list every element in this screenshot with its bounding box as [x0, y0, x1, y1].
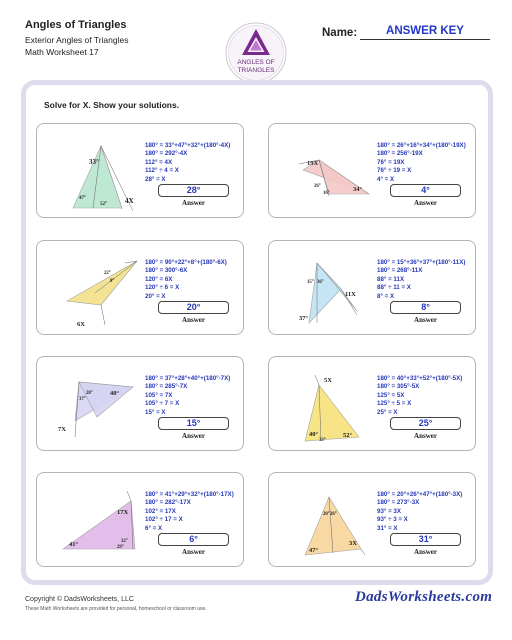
angle-label: 40° [309, 431, 319, 438]
angle-label: 26° [314, 184, 321, 189]
solution-step: 180° = 40°+33°+52°+(180°-5X) [377, 375, 463, 382]
solution-steps [377, 491, 462, 533]
angle-label: 36° [317, 280, 324, 285]
answer-box[interactable]: 20° [158, 301, 229, 314]
answer-box[interactable]: 4° [390, 184, 461, 197]
solution-steps [145, 491, 234, 533]
brand-logo[interactable]: DadsWorksheets.com [355, 589, 493, 605]
exterior-angle-label: 6X [77, 321, 85, 328]
angle-label: 22° [104, 271, 111, 276]
logo-line2: TRIANGLES [237, 67, 275, 74]
solution-step: 180° = 26°+16°+34°+(180°-19X) [377, 142, 466, 149]
solution-steps [145, 375, 230, 417]
worksheet-title: Angles of Triangles [25, 19, 127, 31]
exterior-angle-label: 3X [349, 540, 357, 547]
solution-steps [377, 375, 462, 417]
angle-label: 20° [323, 512, 330, 517]
answer-label: Answer [182, 199, 205, 207]
solution-step: 6° = X [145, 524, 163, 532]
solution-step: 93° = 3X [377, 507, 401, 515]
solution-step: 180° = 90°+22°+8°+(180°-6X) [145, 259, 227, 266]
angle-label: 33° [89, 158, 99, 166]
solution-step: 180° = 33°+47°+32°+(180°-4X) [145, 142, 231, 149]
solution-step: 180° = 292°-4X [145, 150, 188, 158]
solution-step: 180° = 20°+26°+47°+(180°-3X) [377, 491, 463, 498]
problem-card-3 [36, 240, 244, 335]
solution-step: 88° = 11X [377, 275, 405, 283]
answer-box[interactable]: 15° [158, 417, 229, 430]
problem-card-1 [36, 123, 244, 218]
exterior-angle-label: 5X [324, 377, 332, 384]
answer-label: Answer [182, 548, 205, 556]
solution-step: 112° = 4X [145, 158, 173, 166]
answer-box[interactable]: 8° [390, 301, 461, 314]
angle-label: 41° [69, 541, 79, 548]
answer-label: Answer [414, 432, 437, 440]
solution-step: 93° ÷ 3 = X [377, 516, 408, 524]
angle-label: 37° [79, 397, 86, 402]
answer-box[interactable]: 25° [390, 417, 461, 430]
exterior-angle-label: 7X [58, 426, 66, 433]
solution-step: 180° = 37°+28°+40°+(180°-7X) [145, 375, 231, 382]
answer-label: Answer [414, 548, 437, 556]
exterior-angle-label: 4X [125, 197, 134, 205]
worksheet-subtitle: Exterior Angles of Triangles [25, 35, 129, 45]
solution-step: 8° = X [377, 292, 395, 300]
copyright-text: Copyright © DadsWorksheets, LLC [25, 596, 134, 603]
exterior-angle-label: 17X [117, 509, 129, 516]
angle-label: 29° [117, 545, 124, 550]
angle-label: 52° [343, 432, 353, 439]
solution-step: 120° = 6X [145, 275, 173, 283]
problem-card-8 [268, 472, 476, 567]
angle-label: 26° [330, 512, 337, 517]
solution-step: 25° = X [377, 408, 398, 416]
problem-card-5 [36, 356, 244, 451]
solution-step: 180° = 41°+29°+32°+(180°-17X) [145, 491, 234, 498]
solution-step: 180° = 282°-17X [145, 499, 191, 507]
usage-note: These Math Worksheets are provided for personal, homeschool or classroom use. [25, 606, 207, 612]
angle-label: 32° [121, 539, 128, 544]
exterior-angle-label: 19X [307, 160, 319, 167]
solution-step: 180° = 256°-19X [377, 150, 423, 158]
angle-label: 28° [86, 391, 93, 396]
solution-step: 120° ÷ 6 = X [145, 284, 180, 292]
solution-step: 88° ÷ 11 = X [377, 284, 411, 292]
instructions: Solve for X. Show your solutions. [44, 100, 180, 110]
solution-step: 102° ÷ 17 = X [145, 516, 183, 524]
answer-box[interactable]: 31° [390, 533, 461, 546]
solution-step: 28° = X [145, 175, 166, 183]
answer-box[interactable]: 28° [158, 184, 229, 197]
angle-label: 8° [110, 279, 115, 284]
solution-step: 15° = X [145, 408, 166, 416]
angle-label: 47° [79, 196, 86, 201]
angle-label: 33° [319, 438, 326, 443]
solution-step: 105° ÷ 7 = X [145, 400, 180, 408]
solution-step: 76° = 19X [377, 158, 405, 166]
problem-card-7 [36, 472, 244, 567]
solution-step: 180° = 273°-3X [377, 499, 420, 507]
angle-label: 40° [110, 390, 120, 397]
solution-step: 102° = 17X [145, 507, 176, 515]
angle-label: 15° [307, 280, 314, 285]
angle-label: 16° [323, 191, 330, 196]
solution-steps [145, 142, 230, 184]
solution-step: 4° = X [377, 175, 395, 183]
solution-step: 105° = 7X [145, 391, 173, 399]
solution-step: 112° ÷ 4 = X [145, 167, 179, 175]
solution-steps [377, 259, 465, 301]
name-field[interactable]: ANSWER KEY [360, 22, 490, 40]
answer-label: Answer [414, 316, 437, 324]
solution-step: 180° = 305°-5X [377, 383, 420, 391]
solution-steps [377, 142, 466, 184]
answer-label: Answer [182, 432, 205, 440]
angle-label: 52° [100, 202, 107, 207]
worksheet-number: Math Worksheet 17 [25, 47, 99, 57]
angle-label: 34° [353, 186, 363, 193]
solution-step: 20° = X [145, 292, 166, 300]
logo-line1: ANGLES OF [237, 59, 275, 66]
triangle-shape [67, 261, 137, 305]
answer-box[interactable]: 6° [158, 533, 229, 546]
solution-step: 180° = 300°-6X [145, 267, 188, 275]
problem-card-2 [268, 123, 476, 218]
exterior-angle-label: 11X [345, 291, 356, 298]
triangle-logo-icon [225, 22, 287, 84]
solution-step: 180° = 268°-11X [377, 267, 423, 275]
answer-label: Answer [182, 316, 205, 324]
answer-label: Answer [414, 199, 437, 207]
angle-label: 47° [309, 547, 319, 554]
solution-step: 31° = X [377, 524, 398, 532]
angle-label: 37° [299, 315, 309, 322]
solution-step: 125° ÷ 5 = X [377, 400, 412, 408]
solution-step: 180° = 285°-7X [145, 383, 188, 391]
problem-card-6 [268, 356, 476, 451]
problem-card-4 [268, 240, 476, 335]
solution-steps [145, 259, 227, 301]
name-label: Name: [322, 27, 358, 39]
solution-step: 180° = 15°+36°+37°+(180°-11X) [377, 259, 466, 266]
solution-step: 125° = 5X [377, 391, 405, 399]
solution-step: 76° ÷ 19 = X [377, 167, 412, 175]
